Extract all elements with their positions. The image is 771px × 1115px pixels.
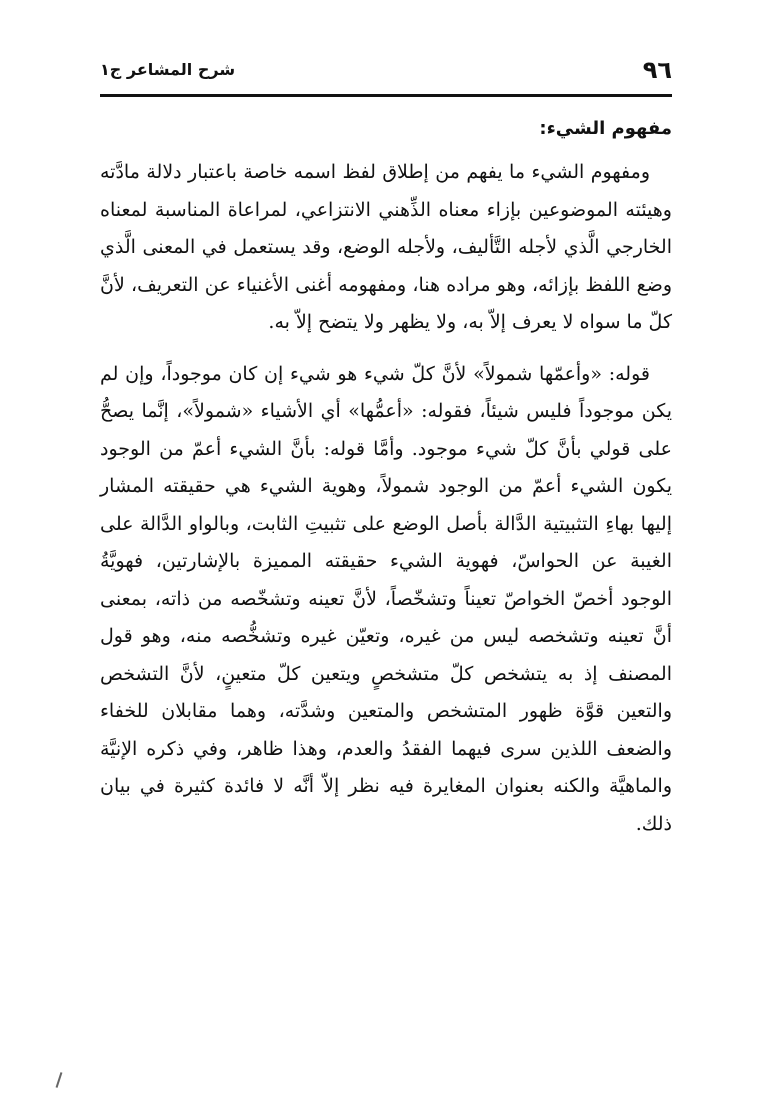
- header-divider: [100, 94, 672, 97]
- running-title: شرح المشاعر ج١: [100, 60, 236, 79]
- page-body: [100, 112, 672, 857]
- page-header: [100, 56, 672, 90]
- paragraph-2: قوله: «وأعمّها شمولاً» لأنَّ كلّ شيء هو شيء إن كان موجوداً، وإن لم يكن موجوداً فليس شيئاً، فقوله: «أعمُّها» أي الأشياء «شمولاً»، إنَّما يصحُّ على قولي بأنَّ كلّ شيء موجود. وأمَّا قوله: بأنَّ الشيء أعمّ من الوجود يكون الشيء أعمّ من الوجود شمولاً، وهوية الشيء هي حقيقته المشار إليها بهاءِ التثبيتية الدَّالة بأصل الوضع على تثبيتِ الثابت، وبالواو الدَّالة على الغيبة عن الحواسّ، فهوية الشيء حقيقته المميزة بالإشارتين، فهويَّةُ الوجود أخصّ الخواصّ تعيناً وتشخّصاً، لأنَّ تعينه وتشخّصه من ذاته، بمعنى أنَّ تعينه وتشخصه ليس من غيره، وتعيّن غيره وتشخُّصه منه، وهو قول المصنف إذ به يتشخص كلّ متشخصٍ ويتعين كلّ متعينٍ، لأنَّ التشخص والتعين قوَّة ظهور المتشخص والمتعين وشدَّته، وهما مقابلان للخفاء والضعف اللذين سرى فيهما الفقدُ والعدم، وهذا ظاهر، وفي ذكره الإنيَّة والماهيَّة والكنه بعنوان المغايرة فيه نظر إلاّ أنَّه لا فائدة كثيرة في بيان ذلك.: [100, 362, 672, 835]
- margin-pencil-mark: [56, 1072, 63, 1088]
- paragraph-1: ومفهوم الشيء ما يفهم من إطلاق لفظ اسمه خاصة باعتبار دلالة مادَّته وهيئته الموضوعين بإزاء معناه الذِّهني الانتزاعي، لمراعاة المناسبة لمعناه الخارجي الَّذي لأجله التَّأليف، ولأجله الوضع، وقد يستعمل في المعنى الَّذي وضع اللفظ بإزائه، وهو مراده هنا، ومفهومه أغنى الأغنياء عن التعريف، لأنَّ كلّ ما سواه لا يعرف إلاّ به، ولا يظهر ولا يتضح إلاّ به.: [100, 161, 672, 333]
- section-heading: مفهوم الشيء:: [539, 118, 672, 139]
- page-number: ٩٦: [642, 56, 672, 84]
